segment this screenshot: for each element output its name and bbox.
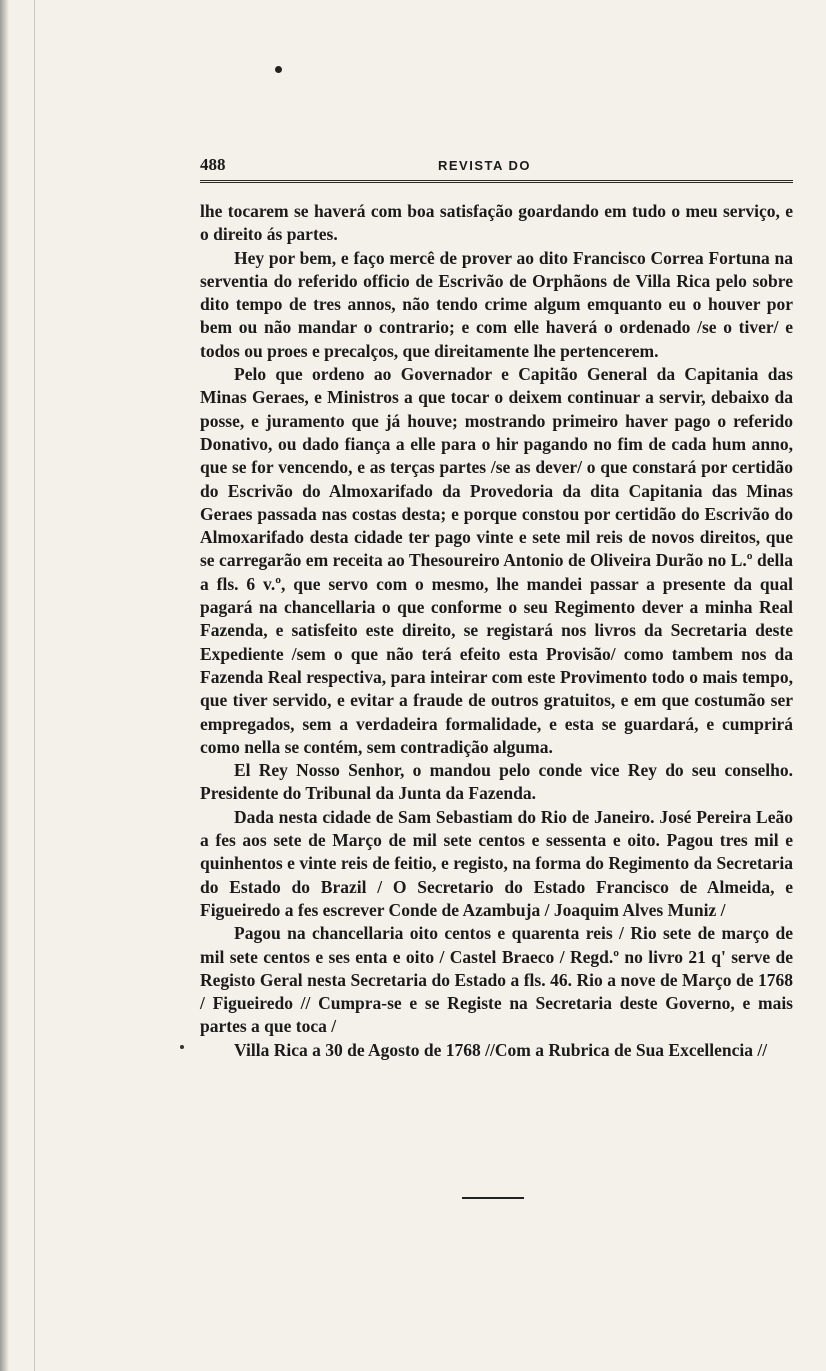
- margin-mark: [180, 1045, 184, 1049]
- scan-edge-line: [34, 0, 35, 1371]
- paragraph-provision: Hey por bem, e faço mercê de prover ao dito Francisco Correa Fortuna na serventia do referido officio de Escrivão de Orphãons de Villa Rica pelo sobre dito tempo de tres annos, não tendo crime algum emquanto eu o houver por bem ou não mandar o contrario; e com elle haverá o ordenado /se o tiver/ e todos ou proes e precalços, que direitamente lhe pertencerem.: [200, 247, 793, 361]
- page-number: 488: [200, 155, 226, 174]
- page-header: [200, 155, 793, 177]
- paragraph-payment: Pagou na chancellaria oito centos e quarenta reis / Rio sete de março de mil sete centos e ses enta e oito / Castel Braeco / Regd.º no livro 21 q' serve de Registo Geral nesta Secretaria do Estado a fls. 46. Rio a nove de Março de 1768 / Figueiredo // Cumpra-se e se Registe na Secretaria deste Governo, e mais partes a que toca /: [200, 923, 793, 1037]
- paragraph-king: El Rey Nosso Senhor, o mandou pelo conde vice Rey do seu conselho. Presidente do Tribunal da Junta da Fazenda.: [200, 760, 793, 804]
- paragraph-dated: Dada nesta cidade de Sam Sebastiam do Rio de Janeiro. José Pereira Leão a fes aos sete de Março de mil sete centos e sessenta e oito. Pagou tres mil e quinhentos e vinte reis de feitio, e registo, na forma do Regimento da Secretaria do Estado do Brazil / O Secretario do Estado Francisco de Almeida, e Figueiredo a fes escrever Conde de Azambuja / Joaquim Alves Muniz /: [200, 806, 793, 920]
- body-text: [200, 200, 793, 1062]
- scan-left-edge: [0, 0, 9, 1371]
- paragraph-continuation: lhe tocarem se haverá com boa satisfação goardando em tudo o meu serviço, e o direito ás partes.: [200, 201, 793, 245]
- end-rule: [462, 1197, 524, 1199]
- paragraph-order: Pelo que ordeno ao Governador e Capitão General da Capitania das Minas Geraes, e Ministros a que tocar o deixem continuar a servir, debaixo da posse, e juramento que já houve; mostrando primeiro haver pago o referido Donativo, ou dado fiança a elle para o hir pagando no fim de cada hum anno, que se for vencendo, e as terças partes /se as dever/ o que constará por certidão do Escrivão do Almoxarifado da Provedoria da dita Capitania das Minas Geraes passada nas costas desta; e porque constou por certidão do Escrivão do Almoxarifado desta cidade ter pago vinte e sete mil reis de novos direitos, que se carregarão em receita ao Thesoureiro Antonio de Oliveira Durão no L.º della a fls. 6 v.º, que servo com o mesmo, lhe mandei passar a presente da qual pagará na chancellaria o que conforme o seu Regimento dever a minha Real Fazenda, e satisfeito este direito, se registará nos livros da Secretaria deste Expediente /sem o que não terá efeito esta Provisão/ como tambem nos da Fazenda Real respectiva, para inteirar com este Provimento todo o mais tempo, que tiver servido, e evitar a fraude de outros gratuitos, e em que costumão ser empregados, sem a verdadeira formalidade, e esta se guardará, e cumprirá como nella se contém, sem contradição alguma.: [200, 364, 793, 757]
- ink-dot: [275, 66, 282, 73]
- running-title: REVISTA DO: [438, 158, 532, 173]
- header-rule: [200, 180, 793, 186]
- paragraph-signature: Villa Rica a 30 de Agosto de 1768 //Com a Rubrica de Sua Excellencia //: [234, 1039, 768, 1060]
